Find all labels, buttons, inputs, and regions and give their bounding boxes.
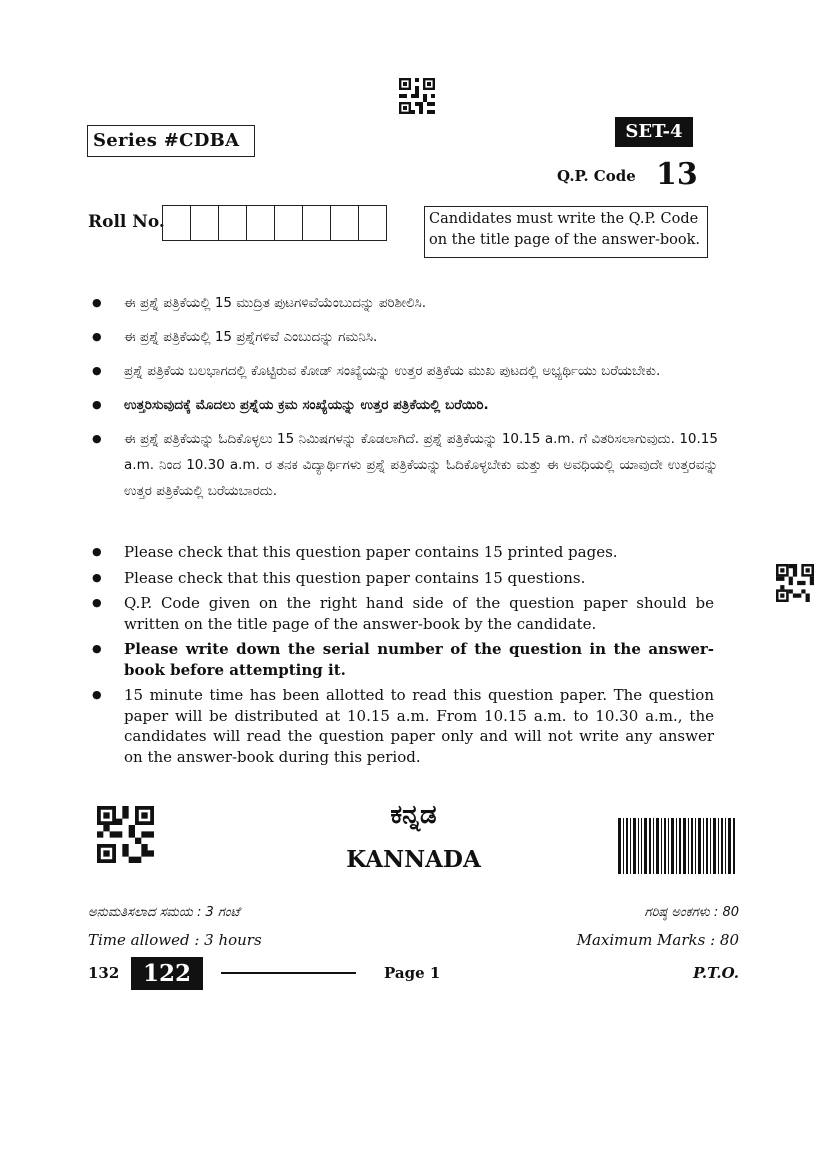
instruction-item: ● Please check that this question paper contains 15 printed pages.: [92, 542, 714, 563]
instruction-item: ● Please check that this question paper contains 15 questions.: [92, 568, 714, 589]
roll-box[interactable]: [218, 205, 248, 241]
roll-box[interactable]: [358, 205, 388, 241]
instruction-item: ● Please write down the serial number of the question in the answer-book before attempting it.: [92, 639, 714, 680]
subject-title-kannada: ಕನ್ನಡ: [390, 800, 437, 830]
roll-box[interactable]: [190, 205, 220, 241]
qp-code-label: Q.P. Code: [557, 167, 636, 185]
max-marks-kannada: ಗರಿಷ್ಠ ಅಂಕಗಳು : 80: [644, 905, 739, 920]
time-allowed-english: Time allowed : 3 hours: [88, 931, 262, 949]
qr-code-bottom: [97, 806, 154, 863]
instruction-item: ● ಈ ಪ್ರಶ್ನೆ ಪತ್ರಿಕೆಯಲ್ಲಿ 15 ಪ್ರಶ್ನೆಗಳಿವೆ ಎಂಬುದನ್ನು ಗಮನಿಸಿ.: [92, 324, 718, 350]
divider-line: [221, 972, 356, 974]
roll-box[interactable]: [330, 205, 360, 241]
roll-box[interactable]: [162, 205, 192, 241]
paper-code-box: 122: [131, 957, 203, 990]
subject-title-english: KANNADA: [346, 846, 481, 873]
pto-label: P.T.O.: [693, 964, 739, 982]
instructions-kannada: [92, 290, 718, 512]
roll-box[interactable]: [274, 205, 304, 241]
paper-code-small: 132: [88, 964, 120, 982]
instruction-item: ● 15 minute time has been allotted to read this question paper. The question paper will be distributed at 10.15 a.m. From 10.15 a.m. to 10.30 a.m., the candidates will read the question paper only and will not write any answer on the answer-book during this period.: [92, 685, 714, 767]
instruction-item: ● Q.P. Code given on the right hand side of the question paper should be written on the title page of the answer-book by the candidate.: [92, 593, 714, 634]
instruction-item: ● ಉತ್ತರಿಸುವುದಕ್ಕೆ ಮೊದಲು ಪ್ರಶ್ನೆಯ ಕ್ರಮ ಸಂಖ್ಯೆಯನ್ನು ಉತ್ತರ ಪತ್ರಿಕೆಯಲ್ಲಿ ಬರೆಯಿರಿ.: [92, 392, 718, 418]
time-allowed-kannada: ಅನುಮತಿಸಲಾದ ಸಮಯ : 3 ಗಂಟೆ: [88, 905, 240, 920]
roll-box[interactable]: [302, 205, 332, 241]
page-number: Page 1: [384, 964, 441, 982]
instructions-english: [92, 542, 714, 772]
qr-code-top: [399, 78, 435, 114]
roll-number-label: Roll No.: [88, 212, 165, 232]
series-label: Series #CDBA: [87, 125, 255, 157]
instruction-item: ● ಪ್ರಶ್ನೆ ಪತ್ರಿಕೆಯ ಬಲಭಾಗದಲ್ಲಿ ಕೊಟ್ಟಿರುವ ಕೋಡ್ ಸಂಖ್ಯೆಯನ್ನು ಉತ್ತರ ಪತ್ರಿಕೆಯ ಮುಖ ಪುಟದಲ್ಲಿ ಅಭ್ಯರ್ಥಿಯು ಬರೆಯಬೇಕು.: [92, 358, 718, 384]
qp-code-value: 13: [656, 157, 698, 192]
set-badge: SET-4: [615, 117, 693, 147]
barcode: [618, 818, 735, 874]
roll-number-boxes[interactable]: [163, 205, 387, 241]
instruction-item: ● ಈ ಪ್ರಶ್ನೆ ಪತ್ರಿಕೆಯಲ್ಲಿ 15 ಮುದ್ರಿತ ಪುಟಗಳಿವೆಯೆಂಬುದನ್ನು ಪರಿಶೀಲಿಸಿ.: [92, 290, 718, 316]
max-marks-english: Maximum Marks : 80: [576, 931, 739, 949]
roll-box[interactable]: [246, 205, 276, 241]
candidate-note: Candidates must write the Q.P. Code on the title page of the answer-book.: [424, 206, 708, 258]
instruction-item: ● ಈ ಪ್ರಶ್ನೆ ಪತ್ರಿಕೆಯನ್ನು ಓದಿಕೊಳ್ಳಲು 15 ನಿಮಿಷಗಳನ್ನು ಕೊಡಲಾಗಿದೆ. ಪ್ರಶ್ನೆ ಪತ್ರಿಕೆಯನ್ನು 10.15 a.m. ಗೆ ವಿತರಿಸಲಾಗುವುದು. 10.15 a.m. ನಿಂದ 10.30 a.m. ರ ತನಕ ವಿದ್ಯಾರ್ಥಿಗಳು ಪ್ರಶ್ನೆ ಪತ್ರಿಕೆಯನ್ನು ಓದಿಕೊಳ್ಳಬೇಕು ಮತ್ತು ಈ ಅವಧಿಯಲ್ಲಿ ಯಾವುದೇ ಉತ್ತರವನ್ನು ಉತ್ತರ ಪತ್ರಿಕೆಯಲ್ಲಿ ಬರೆಯಬಾರದು.: [92, 426, 718, 504]
qr-code-side: [776, 564, 814, 602]
